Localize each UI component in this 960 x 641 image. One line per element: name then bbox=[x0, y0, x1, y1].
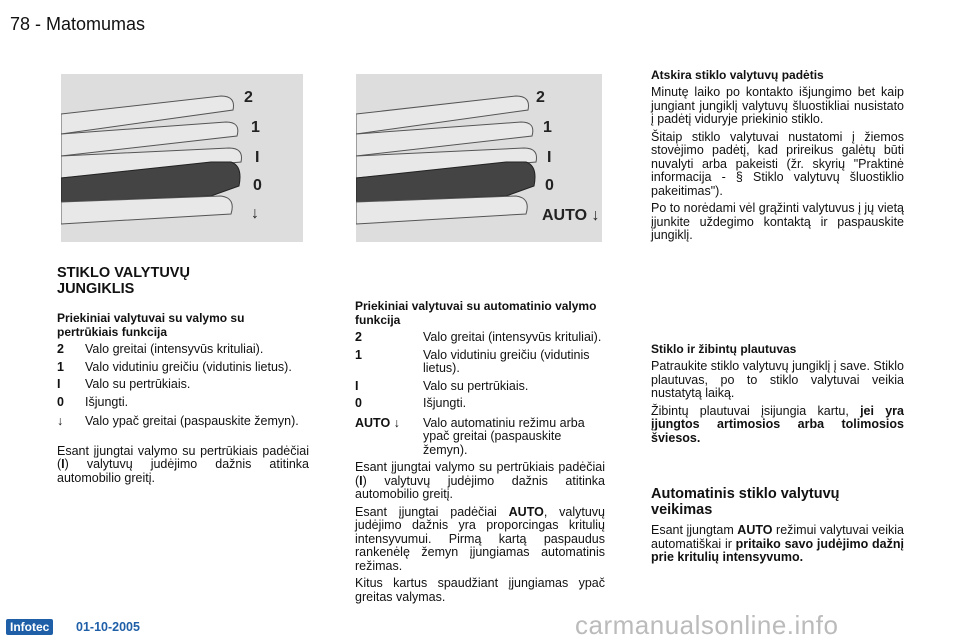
fig-auto-label-2: 2 bbox=[536, 89, 545, 106]
fig-auto-label-1: 1 bbox=[543, 119, 552, 136]
item-text: Valo su pertrūkiais. bbox=[85, 377, 191, 391]
right-paragraph-2: Šitaip stiklo valytuvai nustatomi į žiemos stovėjimo padėtį, kad prireikus galėtų būti nuvalyti arba pakeisti (žr. skyrių "Praktinė informacija - § Stiklo valytuvų šluostiklio pakeitimas"). bbox=[651, 129, 904, 198]
item-text: Valo su pertrūkiais. bbox=[423, 378, 529, 393]
watermark: carmanualsonline.info bbox=[575, 610, 839, 640]
list-item bbox=[57, 361, 309, 375]
item-key-arrow: ↓ bbox=[57, 414, 64, 428]
list-item bbox=[355, 380, 605, 394]
middle-paragraph-3: Kitus kartus spaudžiant įjungiamas ypač greitas valymas. bbox=[355, 576, 605, 604]
right-heading-3: Automatinis stiklo valytuvų veikimas bbox=[651, 486, 840, 518]
page-header bbox=[10, 14, 145, 35]
wiper-stalk-auto-drawing bbox=[356, 74, 602, 242]
item-text: Valo vidutiniu greičiu (vidutinis lietus). bbox=[85, 359, 292, 374]
list-item bbox=[355, 397, 605, 411]
fig-label-i: I bbox=[255, 149, 260, 166]
item-key: I bbox=[57, 377, 61, 391]
fig-auto-label-0: 0 bbox=[545, 177, 554, 194]
right-heading-2: Stiklo ir žibintų plautuvas bbox=[651, 342, 797, 356]
fig-label-arrow: ↓ bbox=[251, 205, 259, 222]
item-text: Valo automatiniu režimu arba ypač greitai (paspauskite žemyn). bbox=[423, 415, 585, 457]
figure-wiper-stalk-auto bbox=[356, 74, 602, 242]
page-number: 78 bbox=[10, 14, 31, 34]
section-title: Matomumas bbox=[46, 14, 146, 34]
middle-column bbox=[355, 299, 605, 608]
item-key: 0 bbox=[355, 396, 362, 410]
infotec-logo: Infotec bbox=[6, 619, 53, 635]
item-text: Valo ypač greitai (paspauskite žemyn). bbox=[85, 414, 299, 428]
wiper-stalk-drawing bbox=[61, 74, 303, 242]
item-key: 1 bbox=[355, 347, 362, 362]
figure-wiper-stalk-intermittent bbox=[61, 74, 303, 242]
list-item bbox=[355, 331, 605, 345]
fig-label-0: 0 bbox=[253, 177, 262, 194]
heading-line-2: JUNGIKLIS bbox=[57, 281, 135, 297]
fig-auto-label-i: I bbox=[547, 149, 552, 166]
left-paragraph: Esant įjungtai valymo su pertrūkiais padėčiai (I) valytuvų judėjimo dažnis atitinka automobilio greitį. bbox=[57, 443, 309, 485]
fig-label-2: 2 bbox=[244, 89, 253, 106]
list-item bbox=[57, 343, 309, 357]
item-text: Valo greitai (intensyvūs krituliai). bbox=[423, 330, 602, 344]
right-column-top bbox=[651, 68, 904, 247]
fig-auto-label-auto: AUTO ↓ bbox=[542, 207, 600, 224]
right-paragraph-6: Esant įjungtam AUTO režimui valytuvai veikia automatiškai ir pritaiko savo judėjimo dažnį prie kritulių intensyvumo. bbox=[651, 523, 904, 564]
right-paragraph-5: Žibintų plautuvai įsijungia kartu, jei yra įjungtos artimosios arba tolimosios šviesos. bbox=[651, 403, 904, 445]
item-text: Valo vidutiniu greičiu (vidutinis lietus). bbox=[423, 347, 590, 375]
list-item bbox=[57, 415, 309, 429]
item-key: 2 bbox=[57, 342, 64, 356]
section-heading bbox=[57, 265, 309, 297]
page-dash: - bbox=[30, 14, 47, 34]
middle-subheading: Priekiniai valytuvai su automatinio valymo funkcija bbox=[355, 299, 597, 327]
item-key: I bbox=[355, 378, 359, 393]
middle-paragraph-1: Esant įjungtai valymo su pertrūkiais padėčiai (I) valytuvų judėjimo dažnis atitinka automobilio greitį. bbox=[355, 460, 605, 501]
right-column-bottom bbox=[651, 486, 904, 569]
item-key: 2 bbox=[355, 330, 362, 344]
middle-paragraph-2: Esant įjungtai padėčiai AUTO, valytuvų judėjimo dažnis yra proporcingas kritulių intensyvumui. Pirmą kartą paspaudus rankenėlę žemyn įjungiamas automatinis režimas. bbox=[355, 504, 605, 573]
item-key: 1 bbox=[57, 359, 64, 374]
heading-line-1: STIKLO VALYTUVŲ bbox=[57, 265, 190, 281]
right-paragraph-1: Minutę laiko po kontakto išjungimo bet kaip jungiant jungiklį valytuvų šluostikliai nusistato į padėtį viduryje priekinio stiklo. bbox=[651, 85, 904, 126]
list-item bbox=[57, 378, 309, 392]
left-subheading: Priekiniai valytuvai su valymo su pertrūkiais funkcija bbox=[57, 311, 245, 339]
item-text: Išjungti. bbox=[85, 394, 129, 409]
right-paragraph-3: Po to norėdami vėl grąžinti valytuvus į jų vietą įjunkite uždegimo kontaktą ir paspauskite jungiklį. bbox=[651, 201, 904, 242]
right-column-middle bbox=[651, 342, 904, 449]
item-key: 0 bbox=[57, 394, 64, 409]
item-text: Išjungti. bbox=[423, 396, 467, 410]
item-text: Valo greitai (intensyvūs krituliai). bbox=[85, 342, 264, 356]
right-heading-1: Atskira stiklo valytuvų padėtis bbox=[651, 68, 824, 82]
list-item bbox=[355, 417, 605, 458]
left-column bbox=[57, 265, 309, 489]
list-item bbox=[355, 349, 605, 376]
list-item bbox=[57, 396, 309, 410]
footer-date: 01-10-2005 bbox=[76, 620, 140, 634]
item-key-auto: AUTO ↓ bbox=[355, 415, 400, 430]
fig-label-1: 1 bbox=[251, 119, 260, 136]
right-paragraph-4: Patraukite stiklo valytuvų jungiklį į save. Stiklo plautuvas, po to stiklo valytuvai veikia nustatytą laiką. bbox=[651, 359, 904, 400]
